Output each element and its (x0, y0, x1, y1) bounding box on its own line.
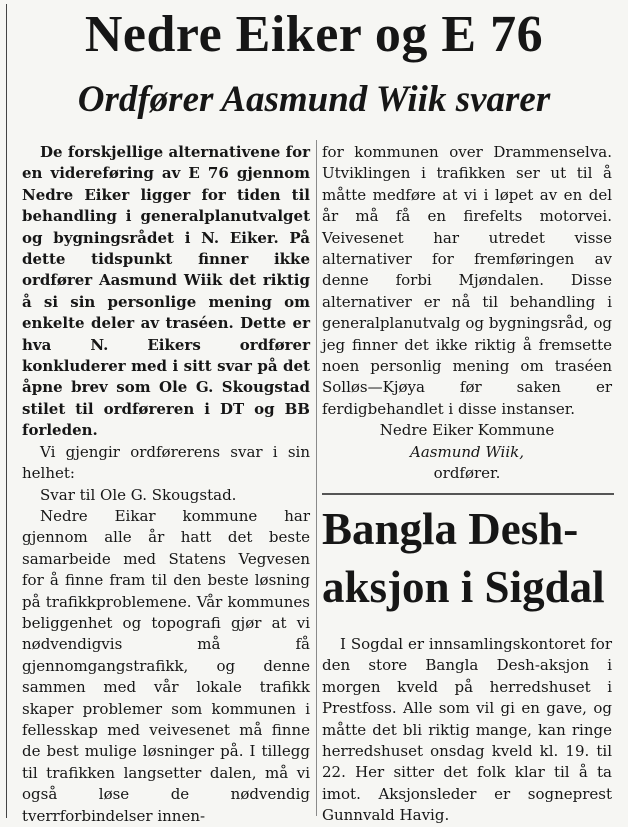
signature-name: Aasmund Wiik, (410, 442, 524, 461)
second-article-body (322, 634, 612, 827)
article-column-right (322, 142, 612, 485)
letter-body-continued: for kommunen over Drammenselva. Utviklingen i trafikken ser ut til å måtte medføre at vi i løpet av en del år må få en firefelts motorvei. Veivesenet har utredet visse alternativer for fremføringen av denne forbi Mjøndalen. Disse alternativer er nå til behandling i generalplanutvalg og bygningsråd, og jeg finner det ikke riktig å fremsette noen personlig mening om traséen Solløs—Kjøya før saken er ferdigbehandlet i disse instanser. (322, 143, 612, 418)
letter-body (22, 506, 310, 827)
article-separator (322, 493, 614, 495)
article-intro: Vi gjengir ordførerens svar i sin helhet: (22, 442, 310, 483)
article-headline: Nedre Eiker og E 76 (84, 6, 544, 63)
letter-salutation: Svar til Ole G. Skougstad. (40, 485, 237, 504)
article-column-left (22, 142, 310, 827)
letter-body-part1: Nedre Eikar kommune har gjennom alle år hatt det beste samarbeide med Statens Vegvesen for å finne fram til den beste løsning på trafikkproblemene. Vår kommunes beliggenhet og topografi gjør at vi nødvendigvis må få gjennomgangstrafikk, og denne sammen med vår lokale trafikk skaper problemer som kommunen i fellesskap med veivesenet må finne de best mulige løsninger på. I tillegg til trafikken langsetter dalen, må vi også løse de nødvendig tverrforbindelser innen- (22, 506, 310, 825)
article-lede: De forskjellige alternativene for en videreføring av E 76 gjennom Nedre Eiker ligger for tiden til behandling i generalplanutvalget og bygningsrådet i N. Eiker. På dette tidspunkt finner ikke ordfører Aasmund Wiik det riktig å si sin personlige mening om enkelte deler av traséen. Dette er hva N. Eikers ordfører konkluderer med i sitt svar på det åpne brev som Ole G. Skougstad stilet til ordføreren i DT og BB forleden. (22, 143, 310, 440)
second-article-headline (322, 500, 614, 616)
article-subheadline: Ordfører Aasmund Wiik svarer (77, 79, 551, 120)
signature-org: Nedre Eiker Kommune (379, 421, 555, 440)
column-divider (316, 140, 317, 816)
signature-title: ordfører. (433, 464, 501, 483)
second-article-text: I Sogdal er innsamlingskontoret for den store Bangla Desh-aksjon i morgen kveld på herredshuset i Prestfoss. Alle som vil gi en gave, og måtte det bli riktig mange, kan ringe herredshuset onsdag kveld kl. 19. til 22. Her sitter det folk klar til å ta imot. Aksjonsleder er sogneprest Gunnvald Havig. (322, 635, 612, 825)
second-headline-line2: aksjon i Sigdal (322, 562, 605, 612)
second-headline-line1: Bangla Desh- (322, 504, 579, 554)
